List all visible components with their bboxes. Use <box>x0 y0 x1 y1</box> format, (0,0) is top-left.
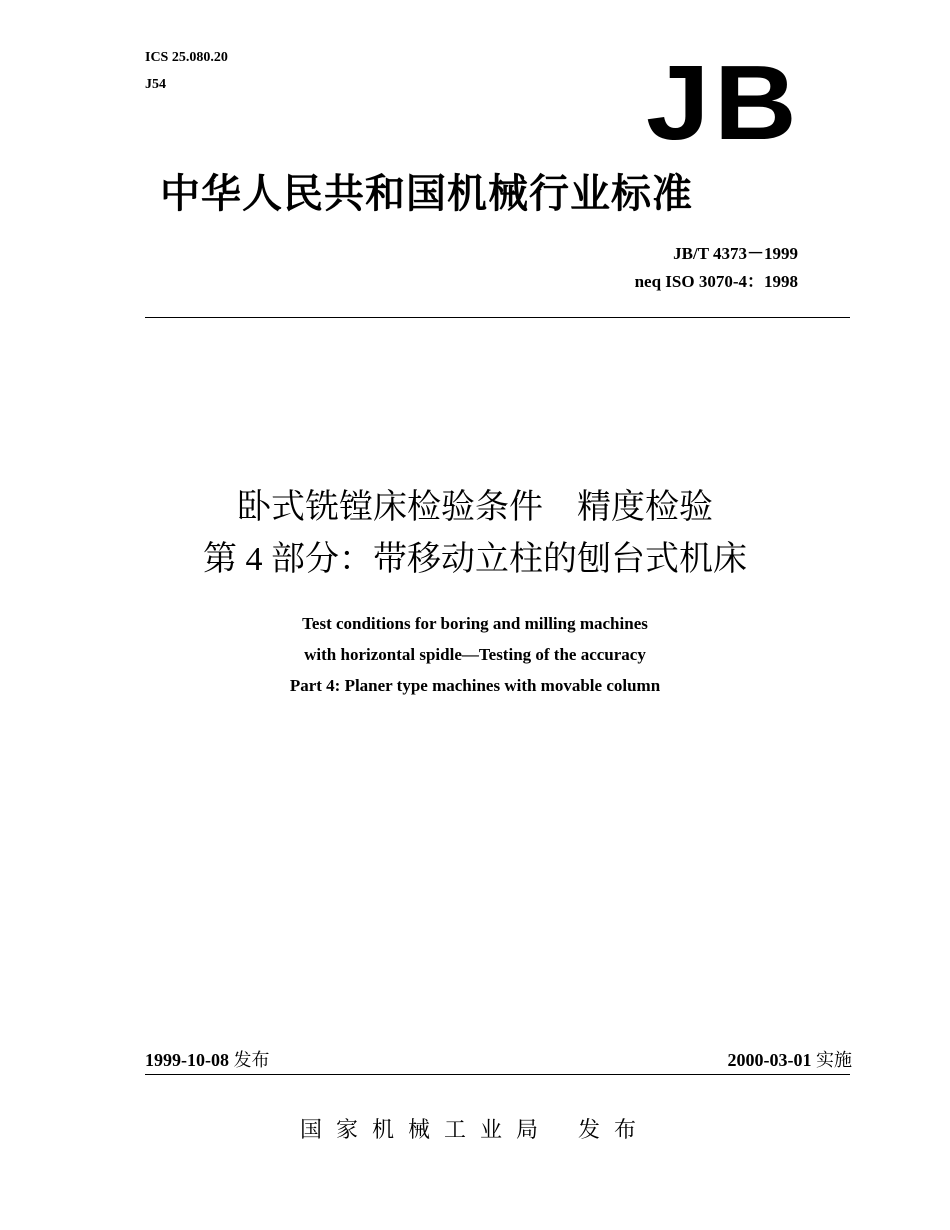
standard-number: JB/T 4373－1999 <box>673 244 798 263</box>
english-title-line-1: Test conditions for boring and milling machines <box>302 614 648 633</box>
chinese-title-line-2: 第 4 部分：带移动立柱的刨台式机床 <box>203 541 747 578</box>
publish-date-block <box>145 1046 270 1072</box>
implement-date-block <box>728 1046 853 1072</box>
publish-date: 1999-10-08 <box>145 1050 229 1070</box>
chinese-title <box>0 482 950 586</box>
implement-date: 2000-03-01 <box>727 1050 812 1070</box>
issuer-line <box>0 1113 950 1144</box>
standard-number-block <box>635 240 798 296</box>
standard-body-title: 中华人民共和国机械行业标准 <box>160 171 693 216</box>
publish-label: 发布 <box>233 1050 270 1070</box>
bottom-divider <box>145 1074 850 1075</box>
ccs-code: J54 <box>145 77 166 92</box>
issue-label: 发布 <box>578 1117 651 1142</box>
issuing-authority: 国家机械工业局 <box>299 1117 552 1142</box>
chinese-title-line-1: 卧式铣镗床检验条件 精度检验 <box>237 489 713 526</box>
english-title <box>0 608 950 701</box>
jb-logo: JB <box>646 44 801 162</box>
english-title-line-2: with horizontal spidle—Testing of the accuracy <box>304 645 646 664</box>
implement-label: 实施 <box>816 1050 852 1070</box>
ics-code: ICS 25.080.20 <box>145 50 228 65</box>
top-divider <box>145 317 850 318</box>
english-title-line-3: Part 4: Planer type machines with movable column <box>289 676 661 695</box>
iso-equivalence: neq ISO 3070-4：1998 <box>634 272 798 291</box>
